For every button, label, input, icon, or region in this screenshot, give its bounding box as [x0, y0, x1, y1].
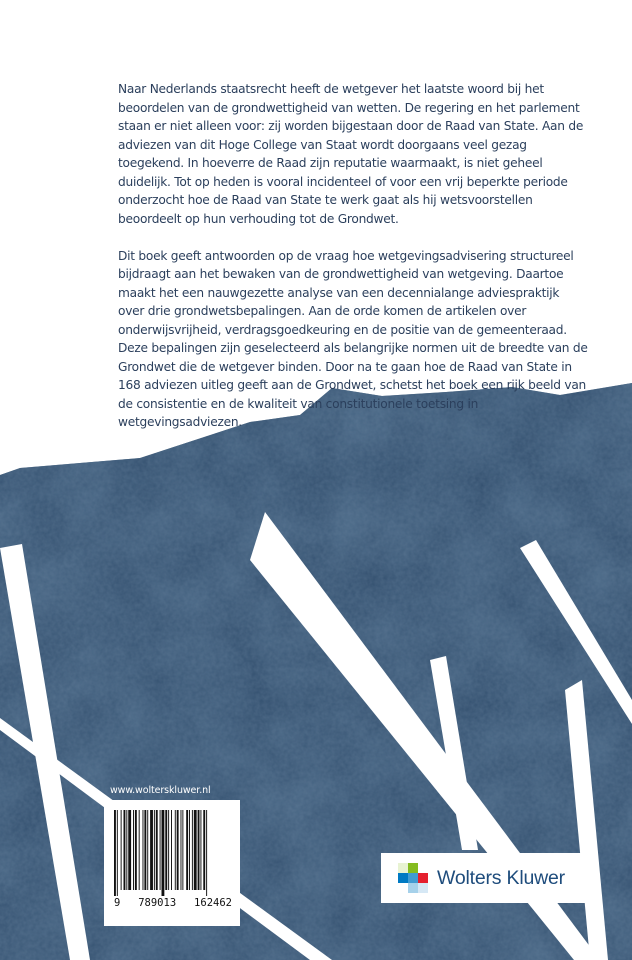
barcode-bar	[117, 810, 118, 896]
barcode-bar	[126, 810, 127, 890]
barcode-bars	[112, 810, 232, 896]
barcode-bar	[144, 810, 146, 890]
publisher-name: Wolters Kluwer	[437, 866, 565, 889]
barcode-bar	[177, 810, 179, 890]
publisher-website[interactable]: www.wolterskluwer.nl	[110, 785, 211, 796]
isbn-number	[114, 897, 232, 909]
barcode-bar	[147, 810, 148, 890]
barcode-bar	[124, 810, 126, 890]
barcode-bar	[186, 810, 188, 890]
barcode-bar	[133, 810, 134, 890]
barcode-bar	[162, 810, 165, 896]
barcode-bar	[156, 810, 158, 890]
barcode-bar	[203, 810, 205, 890]
barcode-bar	[114, 810, 116, 896]
barcode-bar	[160, 810, 161, 890]
blurb-paragraph-1: Naar Nederlands staatsrecht heeft de wetgever het laatste woord bij het beoordelen van de grondwettigheid van wetten. De regering en het parlement staan er niet alleen voor: zij worden bijgestaan door de Raad van State. Aan de adviezen van dit Hoge College van Staat wordt doorgaans veel gezag toegekend. In hoeverre de Raad zijn reputatie waarmaakt, is niet geheel duidelijk. Tot op heden is vooral incidenteel of voor een vrij beperkte periode onderzocht hoe de Raad van State te werk gaat als hij wetsvoorstellen beoordeelt op hun verhouding tot de Grondwet.	[118, 82, 584, 226]
barcode-bar	[192, 810, 193, 890]
barcode-bar	[194, 810, 197, 890]
barcode-bar	[181, 810, 182, 890]
back-cover-blurb	[118, 80, 588, 450]
blurb-paragraph-2: Dit boek geeft antwoorden op de vraag hoe wetgevingsadvisering structureel bijdraagt aan het bewaken van de grondwettigheid van wetgeving. Daartoe maakt het een nauwgezette analyse van een decennialange adviespraktijk over drie grondwetsbepalingen. Aan de orde komen de artikelen over onderwijsvrijheid, verdragsgoedkeuring en de positie van de gemeenteraad. Deze bepalingen zijn geselecteerd als belangrijke normen uit de breedte van de Grondwet die de wetgever binden. Door na te gaan hoe de Raad van State in 168 adviezen uitleg geeft aan de Grondwet, schetst het boek een rijk beeld van de consistentie en de kwaliteit van constitutionele toetsing in wetgevingsadviezen.	[118, 248, 588, 429]
barcode-bar	[171, 810, 172, 890]
isbn-group-2: 162462	[194, 897, 232, 909]
barcode-bar	[168, 810, 169, 890]
barcode-bar	[128, 810, 131, 890]
barcode-bar	[139, 810, 140, 890]
barcode-bar	[165, 810, 167, 890]
barcode-bar	[200, 810, 201, 890]
barcode-bar	[143, 810, 144, 890]
barcode-bar	[182, 810, 183, 890]
barcode-bar	[121, 810, 122, 890]
barcode-bar	[206, 810, 207, 896]
isbn-group-1: 789013	[138, 897, 177, 909]
barcode-bar	[189, 810, 190, 890]
barcode-bar	[135, 810, 137, 890]
barcode-bar	[198, 810, 200, 890]
barcode	[104, 800, 240, 926]
isbn-prefix: 9	[114, 897, 121, 909]
barcode-bar	[175, 810, 176, 890]
barcode-bar	[154, 810, 155, 890]
publisher-logo	[381, 853, 591, 903]
wolters-kluwer-logo-icon	[397, 862, 429, 894]
barcode-bar	[150, 810, 153, 890]
